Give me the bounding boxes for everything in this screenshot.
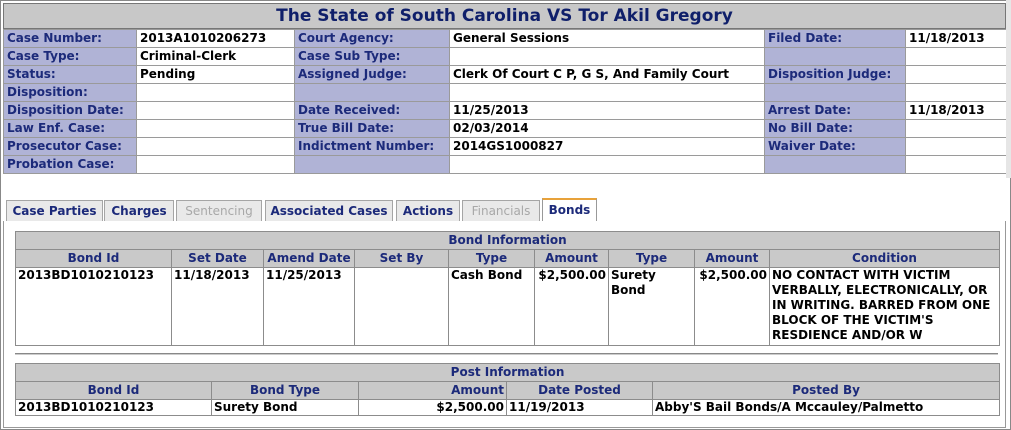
cell-amount: $2,500.00 bbox=[535, 268, 609, 346]
case-info-row bbox=[4, 48, 1007, 66]
label-waiver-date: Waiver Date: bbox=[765, 138, 906, 156]
label-empty bbox=[295, 84, 450, 102]
case-info-row bbox=[4, 102, 1007, 120]
column-header-amount: Amount bbox=[359, 382, 507, 400]
column-header-set-date: Set Date bbox=[172, 250, 264, 268]
column-header-amend-date: Amend Date bbox=[264, 250, 355, 268]
case-info-row bbox=[4, 120, 1007, 138]
section-divider bbox=[15, 353, 998, 355]
column-header-bond-type: Bond Type bbox=[212, 382, 359, 400]
bond-information-table bbox=[15, 231, 1000, 346]
label-court-agency: Court Agency: bbox=[295, 30, 450, 48]
table-row bbox=[16, 268, 1000, 346]
table-row bbox=[16, 400, 1000, 416]
value-law-enf-case bbox=[137, 120, 295, 138]
column-header-amount: Amount bbox=[695, 250, 770, 268]
value-indictment-number: 2014GS1000827 bbox=[450, 138, 765, 156]
label-case-number: Case Number: bbox=[4, 30, 137, 48]
value-disposition-date bbox=[137, 102, 295, 120]
label-disposition: Disposition: bbox=[4, 84, 137, 102]
cell-set-by bbox=[355, 268, 449, 346]
label-disposition-judge: Disposition Judge: bbox=[765, 66, 906, 84]
case-title: The State of South Carolina VS Tor Akil Gregory bbox=[3, 3, 1006, 29]
label-empty bbox=[765, 156, 906, 174]
label-law-enf-case: Law Enf. Case: bbox=[4, 120, 137, 138]
column-header-posted-by: Posted By bbox=[653, 382, 1000, 400]
tab-associated-cases[interactable]: Associated Cases bbox=[265, 200, 393, 221]
label-case-sub-type: Case Sub Type: bbox=[295, 48, 450, 66]
label-date-received: Date Received: bbox=[295, 102, 450, 120]
label-filed-date: Filed Date: bbox=[765, 30, 906, 48]
label-probation-case: Probation Case: bbox=[4, 156, 137, 174]
column-header-type: Type bbox=[609, 250, 695, 268]
tab-actions[interactable]: Actions bbox=[396, 200, 460, 221]
tab-charges[interactable]: Charges bbox=[104, 200, 174, 221]
label-no-bill-date: No Bill Date: bbox=[765, 120, 906, 138]
value-disposition-judge bbox=[906, 66, 1007, 84]
column-header-condition: Condition bbox=[770, 250, 1000, 268]
value-case-type: Criminal-Clerk bbox=[137, 48, 295, 66]
case-info-row bbox=[4, 66, 1007, 84]
cell-type: Cash Bond bbox=[449, 268, 535, 346]
tab-bar bbox=[3, 198, 1006, 222]
value-empty bbox=[906, 156, 1007, 174]
column-header-bond-id: Bond Id bbox=[16, 250, 172, 268]
case-info-row bbox=[4, 138, 1007, 156]
case-info-row bbox=[4, 84, 1007, 102]
cell-bond-id: 2013BD1010210123 bbox=[16, 400, 212, 416]
label-indictment-number: Indictment Number: bbox=[295, 138, 450, 156]
value-empty bbox=[450, 84, 765, 102]
value-disposition bbox=[137, 84, 295, 102]
value-no-bill-date bbox=[906, 120, 1007, 138]
value-prosecutor-case bbox=[137, 138, 295, 156]
value-assigned-judge: Clerk Of Court C P, G S, And Family Court bbox=[450, 66, 765, 84]
cell-condition: NO CONTACT WITH VICTIM VERBALLY, ELECTRONICALLY, OR IN WRITING. BARRED FROM ONE BLOCK OF THE VICTIM'S RESDIENCE AND/OR W bbox=[770, 268, 1000, 346]
cell-posted-by: Abby'S Bail Bonds/A Mccauley/Palmetto bbox=[653, 400, 1000, 416]
label-empty bbox=[765, 84, 906, 102]
value-case-sub-type bbox=[450, 48, 765, 66]
value-probation-case bbox=[137, 156, 295, 174]
label-empty bbox=[295, 156, 450, 174]
label-status: Status: bbox=[4, 66, 137, 84]
value-empty bbox=[450, 156, 765, 174]
label-disposition-date: Disposition Date: bbox=[4, 102, 137, 120]
scrollbar-track[interactable] bbox=[1006, 0, 1011, 178]
cell-date-posted: 11/19/2013 bbox=[507, 400, 653, 416]
value-empty bbox=[906, 48, 1007, 66]
label-assigned-judge: Assigned Judge: bbox=[295, 66, 450, 84]
column-header-type: Type bbox=[449, 250, 535, 268]
label-case-type: Case Type: bbox=[4, 48, 137, 66]
value-waiver-date bbox=[906, 138, 1007, 156]
value-empty bbox=[906, 84, 1007, 102]
tab-bonds[interactable]: Bonds bbox=[542, 198, 597, 221]
cell-amount: $2,500.00 bbox=[695, 268, 770, 346]
post-information-caption: Post Information bbox=[16, 364, 1000, 382]
value-filed-date: 11/18/2013 bbox=[906, 30, 1007, 48]
cell-type: Surety Bond bbox=[609, 268, 695, 346]
label-prosecutor-case: Prosecutor Case: bbox=[4, 138, 137, 156]
tab-sentencing: Sentencing bbox=[176, 200, 262, 221]
cell-set-date: 11/18/2013 bbox=[172, 268, 264, 346]
value-status: Pending bbox=[137, 66, 295, 84]
value-court-agency: General Sessions bbox=[450, 30, 765, 48]
value-arrest-date: 11/18/2013 bbox=[906, 102, 1007, 120]
column-header-bond-id: Bond Id bbox=[16, 382, 212, 400]
case-info-row bbox=[4, 30, 1007, 48]
post-information-table bbox=[15, 363, 1000, 416]
case-info-row bbox=[4, 156, 1007, 174]
value-date-received: 11/25/2013 bbox=[450, 102, 765, 120]
label-empty bbox=[765, 48, 906, 66]
value-true-bill-date: 02/03/2014 bbox=[450, 120, 765, 138]
column-header-set-by: Set By bbox=[355, 250, 449, 268]
tab-financials: Financials bbox=[462, 200, 540, 221]
cell-bond-type: Surety Bond bbox=[212, 400, 359, 416]
label-true-bill-date: True Bill Date: bbox=[295, 120, 450, 138]
cell-amount: $2,500.00 bbox=[359, 400, 507, 416]
tab-case-parties[interactable]: Case Parties bbox=[6, 200, 103, 221]
column-header-amount: Amount bbox=[535, 250, 609, 268]
value-case-number: 2013A1010206273 bbox=[137, 30, 295, 48]
case-info-table bbox=[3, 29, 1007, 174]
cell-amend-date: 11/25/2013 bbox=[264, 268, 355, 346]
label-arrest-date: Arrest Date: bbox=[765, 102, 906, 120]
column-header-date-posted: Date Posted bbox=[507, 382, 653, 400]
bond-information-caption: Bond Information bbox=[16, 232, 1000, 250]
cell-bond-id: 2013BD1010210123 bbox=[16, 268, 172, 346]
